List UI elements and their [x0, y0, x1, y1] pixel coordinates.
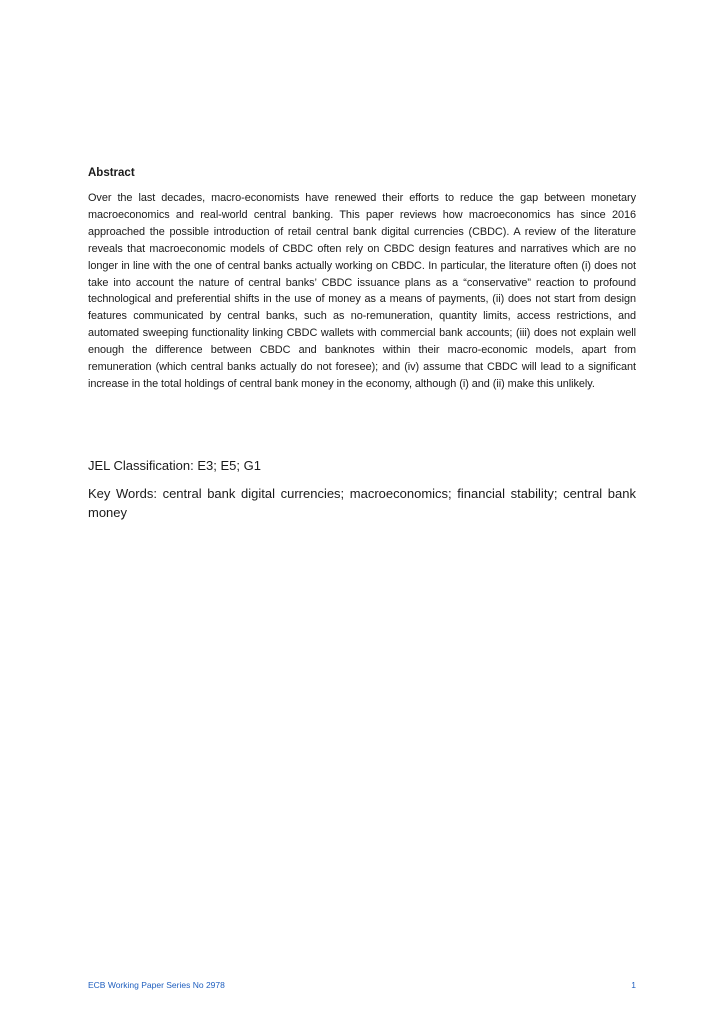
key-words: Key Words: central bank digital currencies; macroeconomics; financial stability; central bank money [88, 486, 636, 520]
jel-classification: JEL Classification: E3; E5; G1 [88, 458, 261, 473]
footer-page-number: 1 [631, 980, 636, 990]
abstract-heading: Abstract [88, 167, 135, 179]
footer-series-link[interactable]: ECB Working Paper Series No 2978 [88, 980, 225, 990]
abstract-body: Over the last decades, macro-economists have renewed their efforts to reduce the gap between monetary macroeconomics and real-world central banking. This paper reviews how macroeconomics has since 2016 approached the possible introduction of retail central bank digital currencies (CBDC). A review of the literature reveals that macroeconomic models of CBDC often rely on CBDC design features and narratives which are no longer in line with the one of central banks actually working on CBDC. In particular, the literature often (i) does not take into account the nature of central banks’ CBDC issuance plans as a “conservative” reaction to profound technological and preferential shifts in the use of money as a means of payments, (ii) does not start from design features communicated by central banks, such as no-remuneration, quantity limits, access restrictions, and automated sweeping functionality linking CBDC wallets with commercial bank accounts; (iii) does not explain well enough the difference between CBDC and banknotes within their macro-economic models, apart from remuneration (which central banks actually do not foresee); and (iv) assume that CBDC will lead to a significant increase in the total holdings of central bank money in the economy, although (i) and (ii) make this unlikely. [88, 192, 636, 390]
